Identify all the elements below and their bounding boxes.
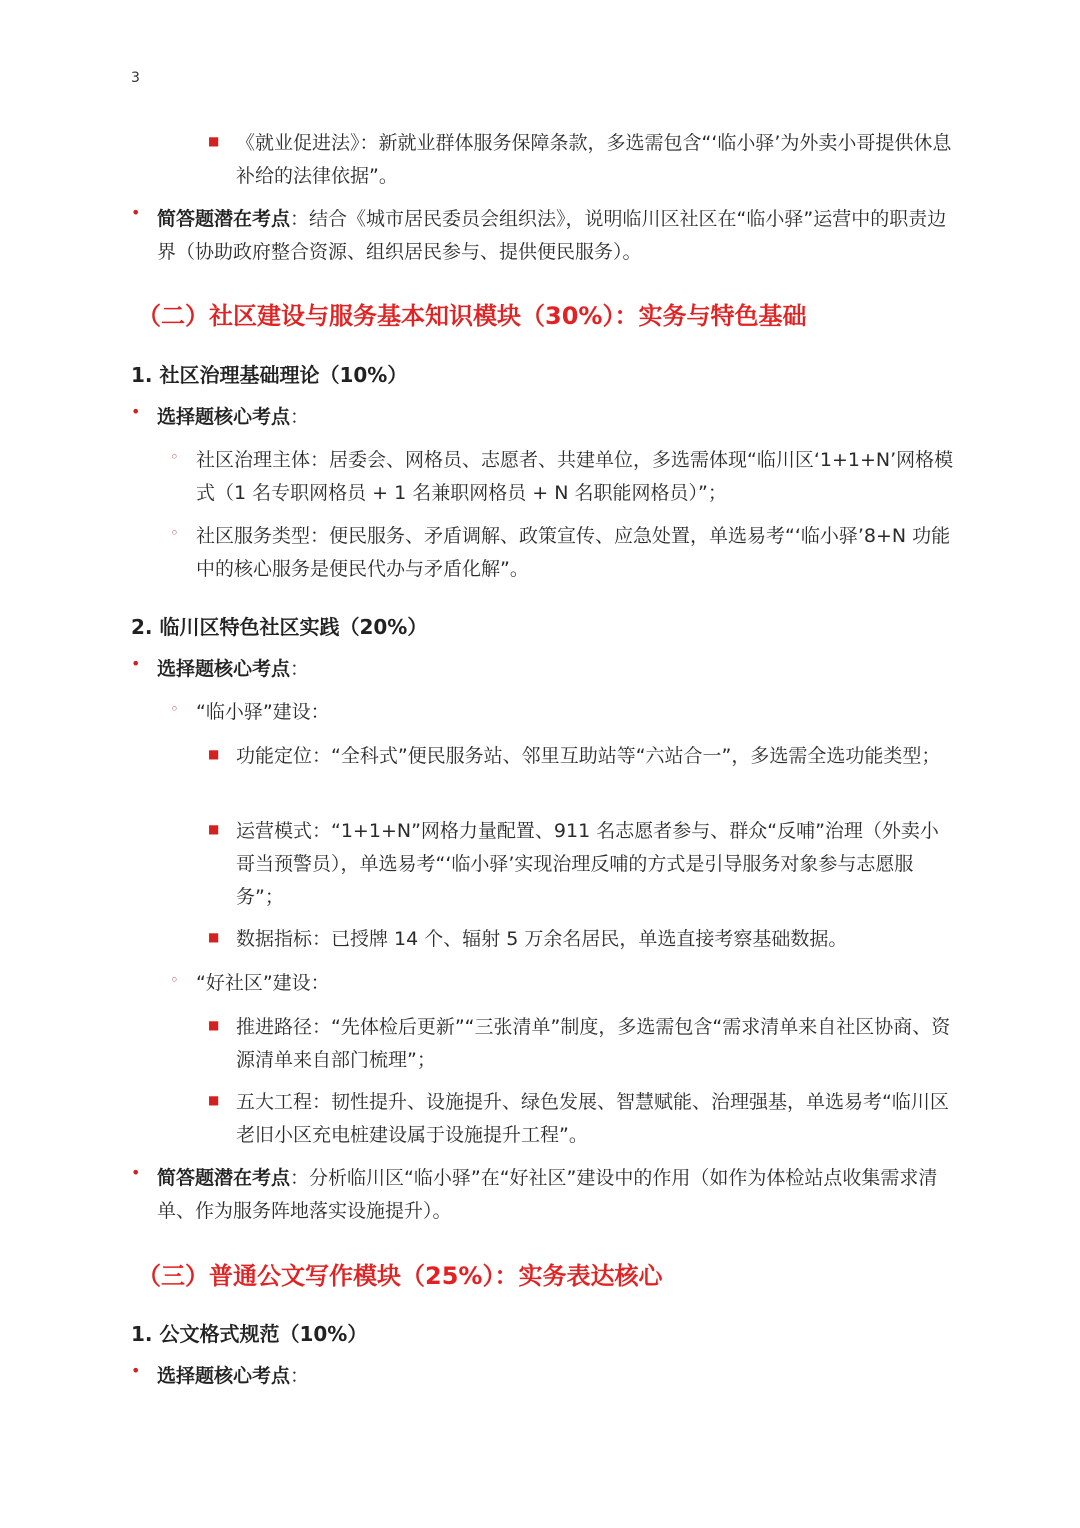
list-item: “好社区”建设： xyxy=(196,972,330,994)
page-number: 3 xyxy=(131,70,140,86)
bullet-square-icon: ■ xyxy=(208,822,220,836)
list-item xyxy=(157,203,957,269)
subsection-heading: 2. 临川区特色社区实践（20%） xyxy=(131,615,428,639)
bullet-square-icon: ■ xyxy=(208,1018,220,1032)
list-item: 数据指标：已授牌 14 个、辐射 5 万余名居民，单选直接考察基础数据。 xyxy=(236,928,848,950)
bullet-dot-icon: • xyxy=(131,654,141,673)
list-item xyxy=(157,653,957,686)
section-heading: （三）普通公文写作模块（25%）：实务表达核心 xyxy=(137,1262,663,1290)
list-item: “临小驿”建设： xyxy=(196,701,330,723)
subsection-heading: 1. 社区治理基础理论（10%） xyxy=(131,363,408,387)
choice-label: 选择题核心考点 xyxy=(157,658,291,680)
list-item: 功能定位：“全科式”便民服务站、邻里互助站等“六站合一”，多选需全选功能类型； xyxy=(236,745,941,767)
short-answer-text: ：分析临川区“临小驿”在“好社区”建设中的作用（如作为体检站点收集需求清单、作为服务阵地落实设施提升）。 xyxy=(157,1167,938,1222)
bullet-circle-icon: ◦ xyxy=(170,971,179,989)
bullet-dot-icon: • xyxy=(131,1361,141,1380)
choice-colon: ： xyxy=(290,658,310,680)
choice-label: 选择题核心考点 xyxy=(157,406,291,428)
list-item: 社区服务类型：便民服务、矛盾调解、政策宣传、应急处置，单选易考“‘临小驿’8+N 功能中的核心服务是便民代办与矛盾化解”。 xyxy=(196,525,951,580)
list-item xyxy=(157,1360,957,1393)
subsection-heading: 1. 公文格式规范（10%） xyxy=(131,1322,368,1346)
bullet-square-icon: ■ xyxy=(208,1093,220,1107)
bullet-circle-icon: ◦ xyxy=(170,448,179,466)
choice-colon: ： xyxy=(290,1365,310,1387)
list-item: 运营模式：“1+1+N”网格力量配置、911 名志愿者参与、群众“反哺”治理（外卖小哥当预警员），单选易考“‘临小驿’实现治理反哺的方式是引导服务对象参与志愿服务”； xyxy=(236,820,939,908)
short-answer-label: 简答题潜在考点 xyxy=(157,1167,291,1189)
short-answer-text: ：结合《城市居民委员会组织法》，说明临川区社区在“临小驿”运营中的职责边界（协助政府整合资源、组织居民参与、提供便民服务）。 xyxy=(157,208,947,263)
choice-label: 选择题核心考点 xyxy=(157,1365,291,1387)
bullet-dot-icon: • xyxy=(131,203,141,222)
section-heading: （二）社区建设与服务基本知识模块（30%）：实务与特色基础 xyxy=(137,302,807,330)
bullet-square-icon: ■ xyxy=(208,930,220,944)
list-item: 推进路径：“先体检后更新”“三张清单”制度，多选需包含“需求清单来自社区协商、资源清单来自部门梳理”； xyxy=(236,1016,951,1071)
list-item: 五大工程：韧性提升、设施提升、绿色发展、智慧赋能、治理强基，单选易考“临川区老旧小区充电桩建设属于设施提升工程”。 xyxy=(236,1091,949,1146)
list-item xyxy=(157,1162,957,1228)
bullet-circle-icon: ◦ xyxy=(170,700,179,718)
choice-colon: ： xyxy=(290,406,310,428)
bullet-dot-icon: • xyxy=(131,1163,141,1182)
list-item: 《就业促进法》：新就业群体服务保障条款，多选需包含“‘临小驿’为外卖小哥提供休息补给的法律依据”。 xyxy=(236,132,952,187)
short-answer-label: 简答题潜在考点 xyxy=(157,208,291,230)
bullet-dot-icon: • xyxy=(131,402,141,421)
bullet-square-icon: ■ xyxy=(208,747,220,761)
bullet-circle-icon: ◦ xyxy=(170,524,179,542)
list-item xyxy=(157,401,957,434)
list-item: 社区治理主体：居委会、网格员、志愿者、共建单位，多选需体现“临川区‘1+1+N’网格模式（1 名专职网格员 + 1 名兼职网格员 + N 名职能网格员）”； xyxy=(196,449,954,504)
bullet-square-icon: ■ xyxy=(208,134,220,148)
